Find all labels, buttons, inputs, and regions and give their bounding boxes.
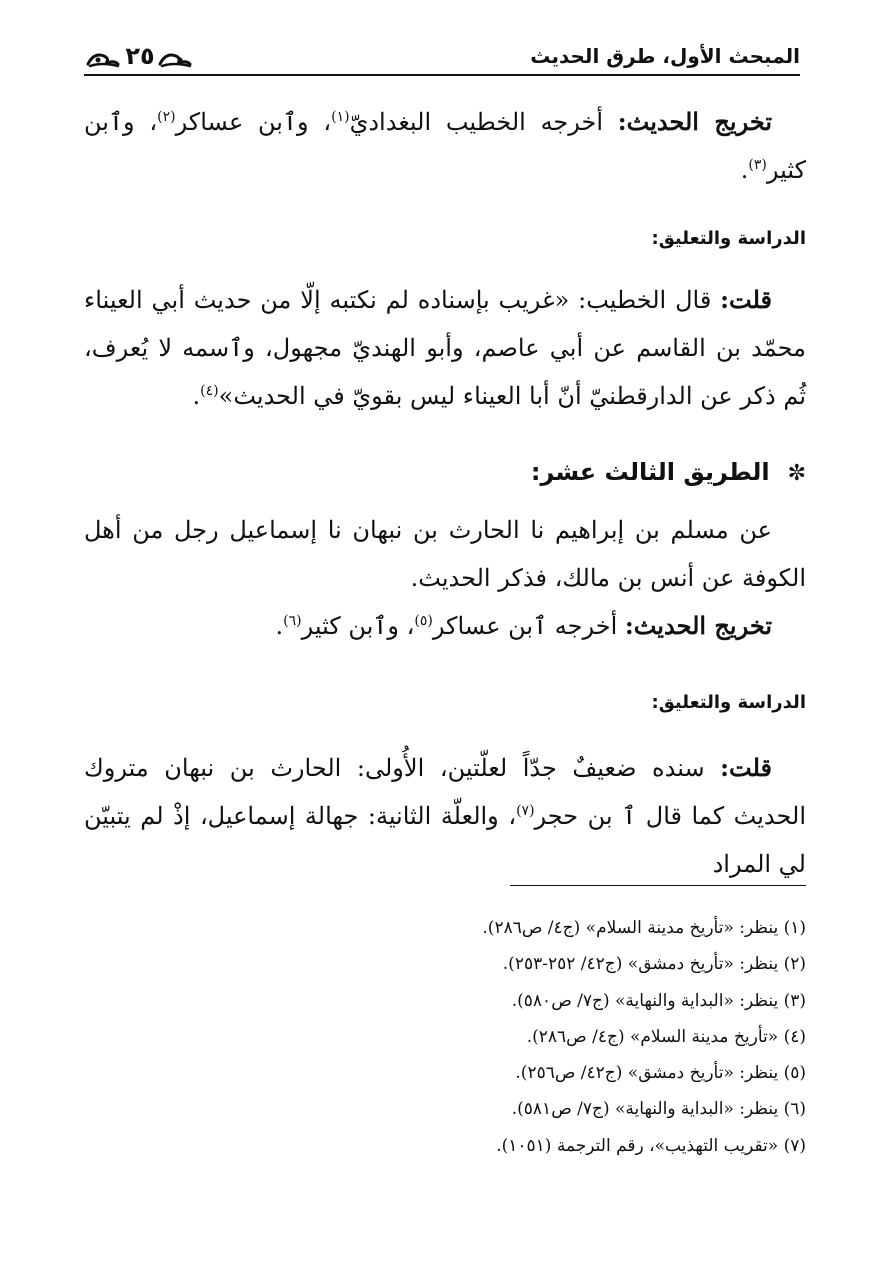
footnote-item: (٦) ينظر: «البداية والنهاية» (ج٧/ ص٥٨١). <box>511 1099 806 1120</box>
footnote-item: (٢) ينظر: «تأريخ دمشق» (ج٤٢/ ٢٥٢-٢٥٣). <box>502 954 806 975</box>
footnote-item: (٣) ينظر: «البداية والنهاية» (ج٧/ ص٥٨٠). <box>511 990 806 1011</box>
section-heading-13 <box>531 458 806 486</box>
footnote-ref: (٧) <box>516 803 535 819</box>
footnote-item: (١) ينظر: «تأريخ مدينة السلام» (ج٤/ ص٢٨٦). <box>482 918 806 938</box>
footnote-item: (٤) «تأريخ مدينة السلام» (ج٤/ ص٢٨٦). <box>526 1026 806 1047</box>
isnad-paragraph: عن مسلم بن إبراهيم نا الحارث بن نبهان نا إسماعيل رجل من أهل الكوفة عن أنس بن مالك، فذكر الحديث. <box>84 516 806 592</box>
footnote-ref: (٦) <box>283 613 302 629</box>
footnotes-list <box>300 910 806 1164</box>
running-title: المبحث الأول، طرق الحديث <box>530 44 800 68</box>
footnote-ref: (٥) <box>414 613 433 629</box>
comment-paragraph-2: قلت: سنده ضعيفٌ جدّاً لعلّتين، الأُولى: الحارث بن نبهان متروك الحديث كما قال ٱ بن حجر$^{(٧)}$، والعلّة الثانية: جهالة إسماعيل، إذْ لم يتبيّن لي المراد <box>84 753 806 878</box>
footnote-ref: (٤) <box>200 383 219 399</box>
footnote-ref: (٢) <box>157 109 176 125</box>
takhrij-label: تخريج الحديث: <box>617 107 772 136</box>
takhrij-label: تخريج الحديث: <box>624 611 772 640</box>
footnote-ref: (١) <box>331 109 350 125</box>
footnote-ref: (٣) <box>748 157 767 173</box>
page-number-ornament <box>84 38 194 74</box>
study-heading-2: الدراسة والتعليق: <box>651 692 806 713</box>
page-number: ٢٥ <box>125 42 155 70</box>
footnote-separator <box>510 885 806 886</box>
comment-label: قلت: <box>720 753 772 782</box>
page-header <box>84 38 800 78</box>
header-rule <box>84 74 800 76</box>
comment-paragraph-1: قلت: قال الخطيب: «غريب بإسناده لم نكتبه إلّا من حديث أبي العيناء محمّد بن القاسم عن أبي عاصم، وأبو الهنديّ مجهول، وٱسمه لا يُعرف، ثُم ذكر عن الدارقطنيّ أنّ أبا العيناء ليس بقويّ في الحديث»$^{(٤)}$. <box>84 285 807 410</box>
study-heading-1: الدراسة والتعليق: <box>651 228 806 249</box>
comment-label: قلت: <box>720 285 772 314</box>
footnote-item: (٥) ينظر: «تأريخ دمشق» (ج٤٢/ ص٢٥٦). <box>515 1063 806 1084</box>
takhrij-paragraph-1: تخريج الحديث: أخرجه الخطيب البغداديّ$^{(١)}$، وٱبن عساكر$^{(٢)}$، وٱبن كثير$^{(٣)}$. <box>84 107 806 184</box>
takhrij-paragraph-2: تخريج الحديث: أخرجه ٱبن عساكر$^{(٥)}$، وٱبن كثير$^{(٦)}$. <box>275 611 772 640</box>
footnote-item: (٧) «تقريب التهذيب»، رقم الترجمة (١٠٥١). <box>496 1135 806 1156</box>
section-title: الطريق الثالث عشر: <box>530 458 770 486</box>
star-icon: ✼ <box>787 461 806 486</box>
